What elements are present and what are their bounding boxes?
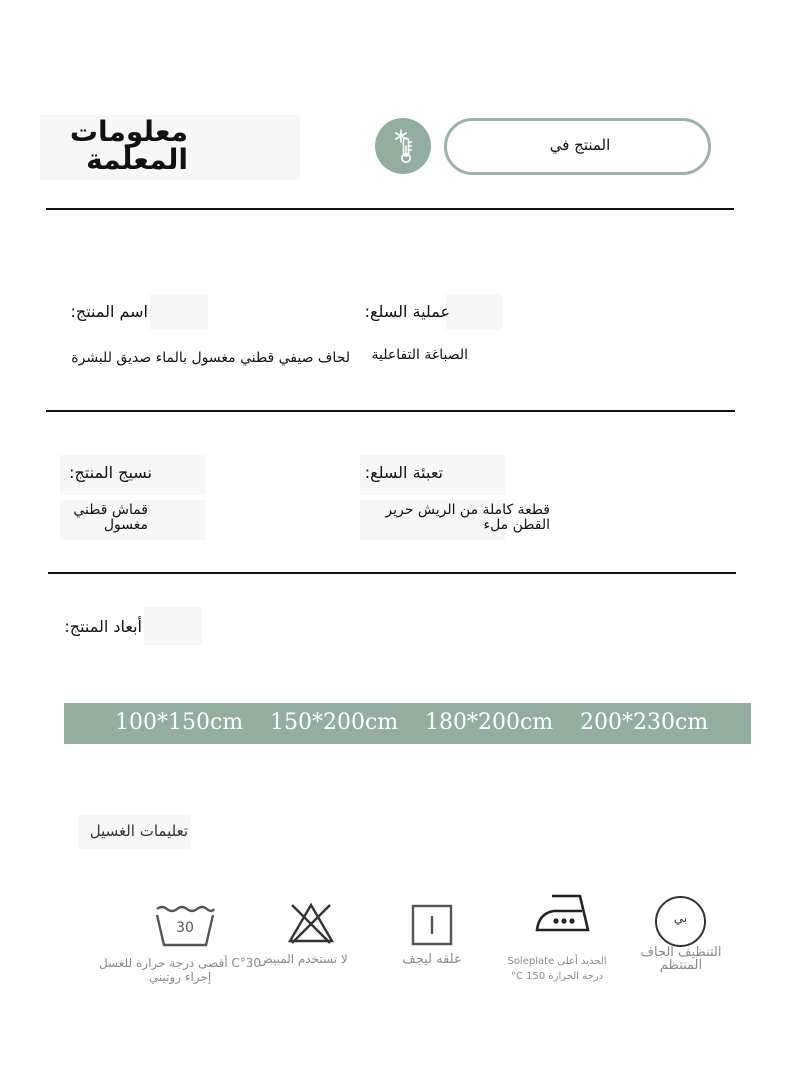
wash-temperature: 30 bbox=[176, 920, 194, 936]
divider-2 bbox=[46, 410, 735, 412]
filling-label: تعبئة السلع: bbox=[364, 463, 443, 482]
dry-clean-icon-letter: بي bbox=[673, 911, 688, 925]
page-title bbox=[46, 115, 188, 176]
page-title-line2: المعلمة bbox=[86, 143, 188, 176]
size-option-4: 200*230cm bbox=[580, 710, 709, 735]
divider-1 bbox=[46, 208, 734, 210]
no-bleach-label: لا تستخدم المبيض bbox=[258, 952, 348, 966]
product-name-value: لحاف صيفي قطني مغسول بالماء صديق للبشرة bbox=[71, 350, 350, 366]
hang-dry-label: علقه ليجف bbox=[402, 952, 462, 967]
page-title-line1: معلومات bbox=[69, 115, 188, 148]
iron-instruction-line2: درجة الحرارة 150 C° bbox=[510, 971, 604, 982]
iron-instruction-line1: الحديد أعلى Soleplate bbox=[507, 956, 607, 967]
size-option-2: 150*200cm bbox=[270, 710, 399, 735]
product-pill-text: المنتج في bbox=[549, 136, 611, 154]
no-bleach-icon bbox=[286, 901, 336, 945]
process-value: الصباغة التفاعلية bbox=[371, 347, 468, 363]
iron-icon bbox=[534, 893, 592, 933]
wash-instruction-line1: C°30 أقصى درجة حرارة للغسل bbox=[98, 956, 262, 970]
filling-value bbox=[330, 503, 550, 533]
ghost-block bbox=[150, 294, 208, 330]
wash-instruction-line2: إجراء روتيني bbox=[148, 970, 212, 984]
product-name-label: اسم المنتج: bbox=[70, 302, 148, 321]
filling-value-line2: القطن ملء bbox=[483, 517, 550, 533]
wash-instruction bbox=[95, 956, 265, 984]
fabric-value-line2: مغسول bbox=[103, 517, 148, 533]
ghost-block bbox=[144, 607, 202, 645]
size-option-3: 180*200cm bbox=[425, 710, 554, 735]
process-label: عملية السلع: bbox=[364, 302, 450, 321]
thermometer-snowflake-icon bbox=[375, 118, 431, 174]
fabric-value bbox=[40, 503, 148, 533]
dry-clean-label-line1: التنظيف الجاف bbox=[640, 945, 722, 960]
hang-dry-icon bbox=[411, 904, 453, 946]
dimensions-label: أبعاد المنتج: bbox=[64, 617, 142, 636]
filling-value-line1: قطعة كاملة من الريش حرير bbox=[385, 502, 550, 518]
care-heading: تعليمات الغسيل bbox=[89, 822, 188, 840]
ghost-block bbox=[446, 294, 502, 330]
iron-instruction bbox=[497, 954, 617, 984]
fabric-value-line1: قماش قطني bbox=[73, 502, 148, 518]
divider-3 bbox=[48, 572, 736, 574]
dry-clean-label-line2: المنتظم bbox=[659, 958, 703, 973]
dry-clean-label bbox=[630, 946, 732, 972]
fabric-label: نسيج المنتج: bbox=[69, 463, 152, 482]
size-option-1: 100*150cm bbox=[115, 710, 244, 735]
